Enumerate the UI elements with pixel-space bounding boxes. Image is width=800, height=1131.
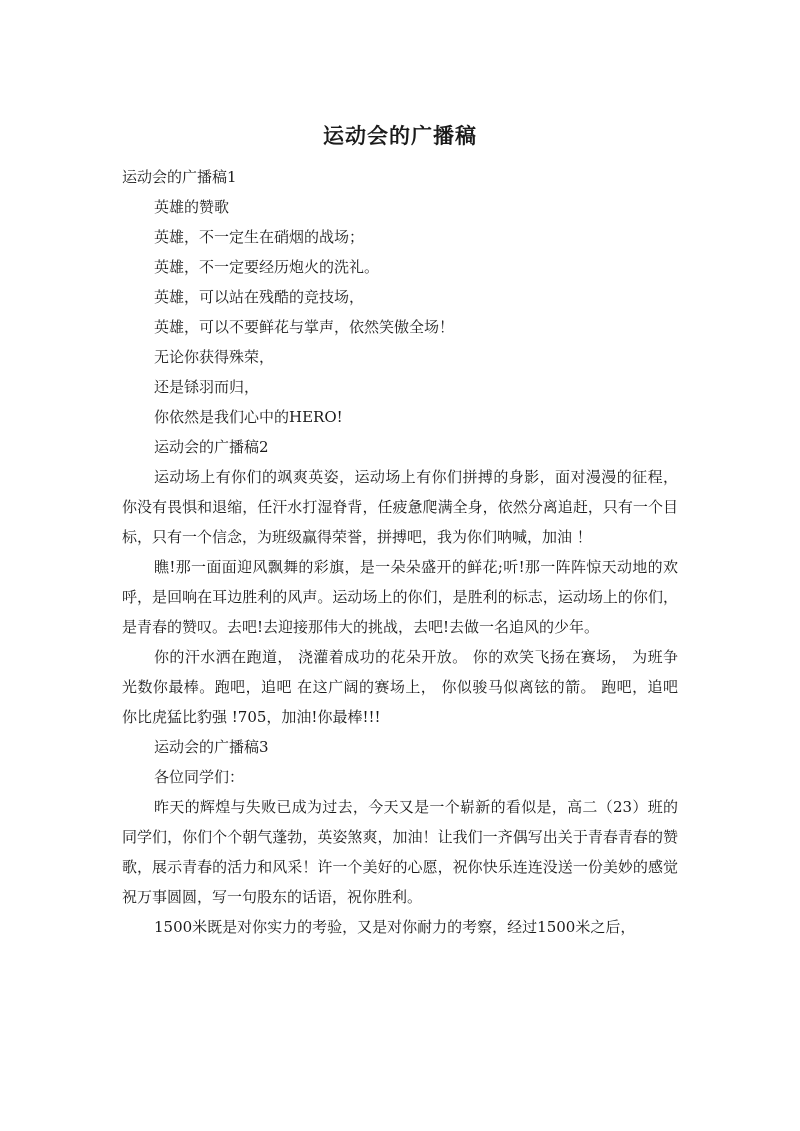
paragraph: 1500米既是对你实力的考验，又是对你耐力的考察，经过1500米之后， — [154, 918, 636, 936]
document-title: 运动会的广播稿 — [323, 124, 477, 148]
paragraph: 英雄，不一定生在硝烟的战场； — [154, 228, 365, 246]
paragraph: 运动会的广播稿2 — [154, 438, 269, 456]
paragraph: 还是铩羽而归， — [154, 378, 260, 396]
paragraph: 英雄的赞歌 — [154, 198, 230, 216]
paragraph: 运动场上有你们的飒爽英姿，运动场上有你们拼搏的身影，面对漫漫的征程，你没有畏惧和退缩，任汗水打湿脊背，任疲惫爬满全身，依然分离追赶，只有一个目标，只有一个信念，为班级赢得荣誉，拼搏吧，我为你们呐喊，加油 ！ — [122, 468, 678, 546]
paragraph: 你的汗水洒在跑道， 浇灌着成功的花朵开放。 你的欢笑飞扬在赛场， 为班争光数你最棒。跑吧，追吧 在这广阔的赛场上， 你似骏马似离铉的箭。 跑吧，追吧 你比虎猛比豹强 !705，加油!你最棒!!! — [122, 648, 678, 726]
paragraph: 运动会的广播稿1 — [122, 168, 237, 186]
paragraph: 运动会的广播稿3 — [154, 738, 269, 756]
paragraph: 英雄，不一定要经历炮火的洗礼。 — [154, 258, 380, 276]
paragraph: 各位同学们： — [154, 768, 245, 786]
paragraph: 英雄，可以不要鲜花与掌声，依然笑傲全场！ — [154, 318, 455, 336]
paragraph: 英雄，可以站在残酷的竞技场， — [154, 288, 365, 306]
document-body — [122, 162, 678, 942]
paragraph: 你依然是我们心中的HERO! — [154, 408, 343, 426]
paragraph: 无论你获得殊荣， — [154, 348, 275, 366]
paragraph: 昨天的辉煌与失败已成为过去，今天又是一个崭新的看似是，高二（23）班的同学们，你们个个朝气蓬勃，英姿煞爽，加油！让我们一齐偶写出关于青春青春的赞歌，展示青春的活力和风采！许一个美好的心愿，祝你快乐连连没送一份美妙的感觉祝万事圆圆，写一句股东的话语，祝你胜利。 — [122, 798, 678, 906]
paragraph: 瞧!那一面面迎风飘舞的彩旗，是一朵朵盛开的鲜花;听!那一阵阵惊天动地的欢呼，是回响在耳边胜利的风声。运动场上的你们，是胜利的标志，运动场上的你们，是青春的赞叹。去吧!去迎接那伟大的挑战，去吧!去做一名追风的少年。 — [122, 558, 678, 636]
